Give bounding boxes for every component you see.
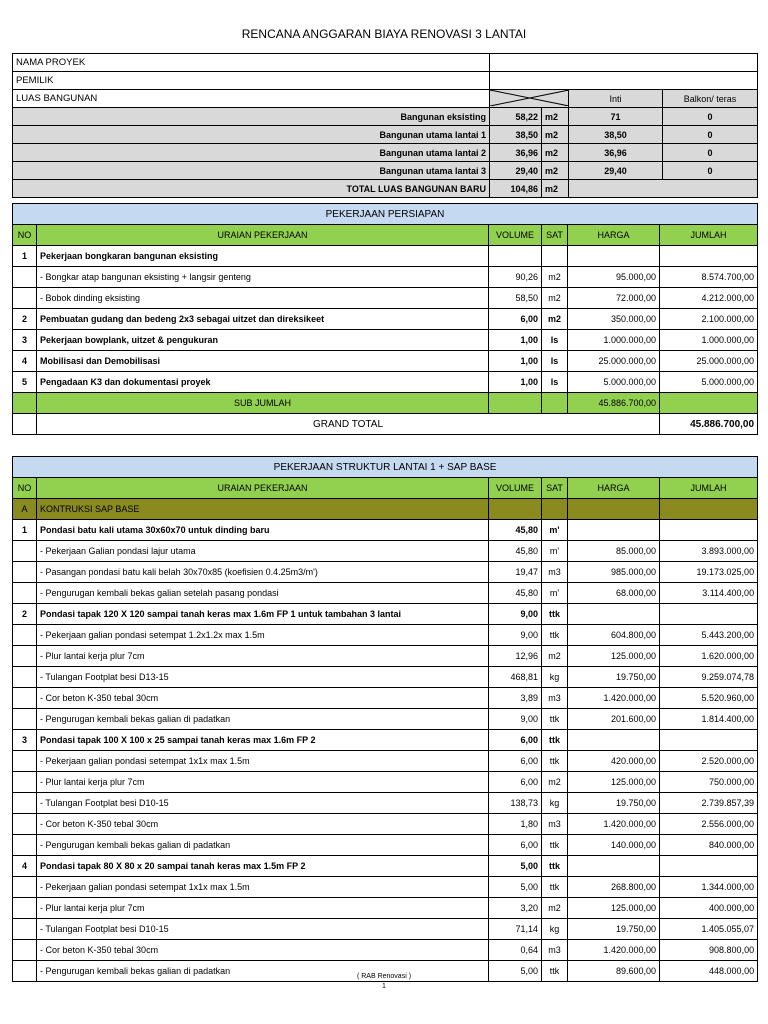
row-jumlah: 9.259.074,78	[660, 667, 758, 688]
row-desc: Pondasi tapak 120 X 120 sampai tanah keras max 1.6m FP 1 untuk tambahan 3 lantai	[37, 604, 489, 625]
sub-empty-jumlah	[660, 393, 758, 414]
row-sat: m3	[542, 940, 568, 961]
row-harga: 1.420.000,00	[568, 688, 660, 709]
col-sat: SAT	[542, 225, 568, 246]
row-sat: ttk	[542, 856, 568, 877]
table-row	[13, 856, 758, 877]
row-jumlah: 448.000,00	[660, 961, 758, 982]
row-desc: - Plur lantai kerja plur 7cm	[37, 646, 489, 667]
page-footer: ( RAB Renovasi )	[356, 973, 412, 980]
table-row	[13, 267, 758, 288]
row-no	[13, 709, 37, 730]
row-volume: 5,00	[489, 961, 542, 982]
row-sat: ttk	[542, 835, 568, 856]
info-row	[13, 126, 758, 144]
info-row-unit: m2	[542, 108, 569, 126]
row-harga: 25.000.000,00	[568, 351, 660, 372]
row-desc: - Pekerjaan galian pondasi setempat 1.2x1.2x max 1.5m	[37, 625, 489, 646]
row-no	[13, 751, 37, 772]
row-harga: 19.750,00	[568, 919, 660, 940]
row-sat: ttk	[542, 961, 568, 982]
row-jumlah: 840.000,00	[660, 835, 758, 856]
total-luas-label: TOTAL LUAS BANGUNAN BARU	[13, 180, 490, 198]
row-harga	[568, 520, 660, 541]
col-uraian: URAIAN PEKERJAAN	[37, 478, 489, 499]
row-jumlah: 4.212.000,00	[660, 288, 758, 309]
col-jumlah: JUMLAH	[660, 225, 758, 246]
sub-empty-no	[13, 393, 37, 414]
row-sat: kg	[542, 793, 568, 814]
info-row-unit: m2	[542, 162, 569, 180]
project-info-table	[12, 53, 757, 198]
table-row	[13, 688, 758, 709]
row-volume: 9,00	[489, 625, 542, 646]
row-no	[13, 877, 37, 898]
row-no	[13, 688, 37, 709]
row-jumlah: 25.000.000,00	[660, 351, 758, 372]
row-volume: 3,20	[489, 898, 542, 919]
table-row	[13, 667, 758, 688]
section-empty	[660, 499, 758, 520]
row-sat: m2	[542, 309, 568, 330]
section-empty	[489, 499, 542, 520]
row-no: 2	[13, 309, 37, 330]
label-nama-proyek: NAMA PROYEK	[13, 54, 490, 72]
row-harga: 5.000.000,00	[568, 372, 660, 393]
info-row-inti: 38,50	[569, 126, 663, 144]
row-no	[13, 772, 37, 793]
value-pemilik	[490, 72, 758, 90]
row-volume: 5,00	[489, 877, 542, 898]
row-no: 4	[13, 856, 37, 877]
row-no	[13, 814, 37, 835]
row-sat: ls	[542, 330, 568, 351]
row-volume: 45,80	[489, 541, 542, 562]
table-row	[13, 646, 758, 667]
row-desc: - Pekerjaan Galian pondasi lajur utama	[37, 541, 489, 562]
row-desc: Pembuatan gudang dan bedeng 2x3 sebagai uitzet dan direksikeet	[37, 309, 489, 330]
row-harga	[568, 856, 660, 877]
total-luas-empty	[569, 180, 758, 198]
row-volume: 45,80	[489, 520, 542, 541]
page-number: 1	[382, 983, 386, 990]
row-sat: m3	[542, 688, 568, 709]
row-jumlah: 1.620.000,00	[660, 646, 758, 667]
struktur-table	[12, 456, 757, 982]
row-volume: 12,96	[489, 646, 542, 667]
row-harga: 1.420.000,00	[568, 814, 660, 835]
col-volume: VOLUME	[489, 478, 542, 499]
row-jumlah	[660, 520, 758, 541]
row-sat: m2	[542, 288, 568, 309]
sub-jumlah-label: SUB JUMLAH	[37, 393, 489, 414]
row-sat: m3	[542, 562, 568, 583]
section-empty	[568, 499, 660, 520]
col-volume: VOLUME	[489, 225, 542, 246]
row-harga: 125.000,00	[568, 646, 660, 667]
info-row-inti: 36,96	[569, 144, 663, 162]
row-harga: 140.000,00	[568, 835, 660, 856]
row-sat: m2	[542, 898, 568, 919]
row-jumlah	[660, 730, 758, 751]
info-row-label: Bangunan utama lantai 2	[13, 144, 490, 162]
info-row	[13, 144, 758, 162]
row-desc: - Pengurugan kembali bekas galian di padatkan	[37, 709, 489, 730]
row-jumlah: 3.893.000,00	[660, 541, 758, 562]
row-desc: - Cor beton K-350 tebal 30cm	[37, 940, 489, 961]
row-jumlah: 2.739.857,39	[660, 793, 758, 814]
document-title: RENCANA ANGGARAN BIAYA RENOVASI 3 LANTAI	[241, 27, 527, 41]
row-no: 3	[13, 330, 37, 351]
label-luas-bangunan: LUAS BANGUNAN	[13, 90, 490, 108]
grand-empty-no	[13, 414, 37, 435]
row-jumlah	[660, 604, 758, 625]
info-row-inti: 71	[569, 108, 663, 126]
row-harga: 125.000,00	[568, 898, 660, 919]
sub-empty-vol	[489, 393, 542, 414]
row-volume: 1,80	[489, 814, 542, 835]
grand-total-value: 45.886.700,00	[660, 414, 758, 435]
total-luas-unit: m2	[542, 180, 569, 198]
row-harga: 95.000,00	[568, 267, 660, 288]
info-row-balkon: 0	[663, 126, 758, 144]
grand-total-label: GRAND TOTAL	[37, 414, 660, 435]
info-row-label: Bangunan utama lantai 3	[13, 162, 490, 180]
row-volume: 58,50	[489, 288, 542, 309]
row-volume: 19,47	[489, 562, 542, 583]
table-row	[13, 562, 758, 583]
row-sat: m'	[542, 541, 568, 562]
row-volume: 90,26	[489, 267, 542, 288]
row-no	[13, 562, 37, 583]
table-row	[13, 520, 758, 541]
crossed-cell	[490, 90, 569, 108]
row-harga: 268.800,00	[568, 877, 660, 898]
row-desc: - Pengurugan kembali bekas galian di padatkan	[37, 835, 489, 856]
row-harga: 19.750,00	[568, 793, 660, 814]
table-row	[13, 246, 758, 267]
row-jumlah: 2.520.000,00	[660, 751, 758, 772]
row-sat: ls	[542, 372, 568, 393]
row-volume: 6,00	[489, 309, 542, 330]
row-harga: 604.800,00	[568, 625, 660, 646]
row-jumlah: 2.100.000,00	[660, 309, 758, 330]
info-row-label: Bangunan utama lantai 1	[13, 126, 490, 144]
row-harga: 72.000,00	[568, 288, 660, 309]
row-desc: Mobilisasi dan Demobilisasi	[37, 351, 489, 372]
row-volume: 71,14	[489, 919, 542, 940]
section-empty	[542, 499, 568, 520]
info-row-value: 29,40	[490, 162, 542, 180]
row-sat: ttk	[542, 877, 568, 898]
row-no: 5	[13, 372, 37, 393]
row-no	[13, 919, 37, 940]
row-desc: - Tulangan Footplat besi D13-15	[37, 667, 489, 688]
row-no	[13, 646, 37, 667]
row-desc: - Pasangan pondasi batu kali belah 30x70x85 (koefisien 0.4.25m3/m')	[37, 562, 489, 583]
row-jumlah: 19.173.025,00	[660, 562, 758, 583]
persiapan-title: PEKERJAAN PERSIAPAN	[13, 204, 758, 225]
table-row	[13, 330, 758, 351]
info-row-unit: m2	[542, 126, 569, 144]
row-no	[13, 583, 37, 604]
row-no: 2	[13, 604, 37, 625]
row-harga: 68.000,00	[568, 583, 660, 604]
row-volume: 45,80	[489, 583, 542, 604]
row-sat: ls	[542, 351, 568, 372]
row-volume: 5,00	[489, 856, 542, 877]
table-row	[13, 709, 758, 730]
row-volume: 3,89	[489, 688, 542, 709]
row-desc: - Plur lantai kerja plur 7cm	[37, 898, 489, 919]
row-harga: 85.000,00	[568, 541, 660, 562]
row-jumlah: 400.000,00	[660, 898, 758, 919]
row-desc: Pondasi batu kali utama 30x60x70 untuk dinding baru	[37, 520, 489, 541]
row-volume: 6,00	[489, 730, 542, 751]
section-label: KONTRUKSI SAP BASE	[37, 499, 489, 520]
row-volume: 9,00	[489, 709, 542, 730]
row-jumlah: 5.520.960,00	[660, 688, 758, 709]
info-row-balkon: 0	[663, 144, 758, 162]
col-no: NO	[13, 225, 37, 246]
info-row-balkon: 0	[663, 162, 758, 180]
row-jumlah: 5.443.200,00	[660, 625, 758, 646]
table-row	[13, 940, 758, 961]
row-sat: m3	[542, 814, 568, 835]
row-harga: 420.000,00	[568, 751, 660, 772]
table-row	[13, 835, 758, 856]
table-row	[13, 604, 758, 625]
table-row	[13, 772, 758, 793]
row-volume: 6,00	[489, 751, 542, 772]
row-sat: kg	[542, 667, 568, 688]
row-desc: - Pengurugan kembali bekas galian di padatkan	[37, 961, 489, 982]
row-jumlah: 1.814.400,00	[660, 709, 758, 730]
table-row	[13, 625, 758, 646]
total-luas-value: 104,86	[490, 180, 542, 198]
col-no: NO	[13, 478, 37, 499]
value-nama-proyek	[490, 54, 758, 72]
info-row-value: 38,50	[490, 126, 542, 144]
info-row	[13, 162, 758, 180]
row-desc: Pekerjaan bowplank, uitzet & pengukuran	[37, 330, 489, 351]
row-no	[13, 667, 37, 688]
row-sat: m'	[542, 583, 568, 604]
info-row-value: 58,22	[490, 108, 542, 126]
row-jumlah: 2.556.000,00	[660, 814, 758, 835]
row-desc: Pengadaan K3 dan dokumentasi proyek	[37, 372, 489, 393]
row-desc: - Cor beton K-350 tebal 30cm	[37, 814, 489, 835]
row-harga	[568, 604, 660, 625]
row-desc: - Tulangan Footplat besi D10-15	[37, 919, 489, 940]
row-jumlah: 750.000,00	[660, 772, 758, 793]
table-row	[13, 288, 758, 309]
row-no	[13, 835, 37, 856]
row-no: 4	[13, 351, 37, 372]
cross-mark	[490, 90, 569, 106]
row-harga: 1.000.000,00	[568, 330, 660, 351]
info-row-balkon: 0	[663, 108, 758, 126]
row-volume: 9,00	[489, 604, 542, 625]
row-sat: ttk	[542, 730, 568, 751]
row-jumlah: 5.000.000,00	[660, 372, 758, 393]
row-no	[13, 625, 37, 646]
row-desc: - Pekerjaan galian pondasi setempat 1x1x max 1.5m	[37, 877, 489, 898]
row-no: 1	[13, 246, 37, 267]
row-desc: - Tulangan Footplat besi D10-15	[37, 793, 489, 814]
row-harga: 19.750,00	[568, 667, 660, 688]
row-jumlah	[660, 856, 758, 877]
row-jumlah: 1.405.055,07	[660, 919, 758, 940]
row-jumlah: 8.574.700,00	[660, 267, 758, 288]
col-harga: HARGA	[568, 225, 660, 246]
row-desc: - Cor beton K-350 tebal 30cm	[37, 688, 489, 709]
table-row	[13, 541, 758, 562]
row-no	[13, 288, 37, 309]
table-row	[13, 919, 758, 940]
info-row-unit: m2	[542, 144, 569, 162]
row-sat: m'	[542, 520, 568, 541]
sub-empty-sat	[542, 393, 568, 414]
table-row	[13, 583, 758, 604]
row-desc: Pekerjaan bongkaran bangunan eksisting	[37, 246, 489, 267]
row-no	[13, 793, 37, 814]
info-row	[13, 108, 758, 126]
row-no	[13, 940, 37, 961]
row-volume: 6,00	[489, 772, 542, 793]
col-sat: SAT	[542, 478, 568, 499]
row-desc: - Bobok dinding eksisting	[37, 288, 489, 309]
row-desc: - Plur lantai kerja plur 7cm	[37, 772, 489, 793]
row-harga	[568, 246, 660, 267]
row-jumlah: 1.344.000,00	[660, 877, 758, 898]
col-harga: HARGA	[568, 478, 660, 499]
row-harga: 125.000,00	[568, 772, 660, 793]
row-harga: 201.600,00	[568, 709, 660, 730]
row-no: 3	[13, 730, 37, 751]
row-harga: 985.000,00	[568, 562, 660, 583]
row-jumlah: 1.000.000,00	[660, 330, 758, 351]
row-sat: m2	[542, 772, 568, 793]
col-balkon-header: Balkon/ teras	[663, 90, 758, 108]
row-volume: 468,81	[489, 667, 542, 688]
row-sat: kg	[542, 919, 568, 940]
info-row-label: Bangunan eksisting	[13, 108, 490, 126]
table-row	[13, 351, 758, 372]
row-no: 1	[13, 520, 37, 541]
table-row	[13, 898, 758, 919]
row-jumlah: 3.114.400,00	[660, 583, 758, 604]
row-volume: 138,73	[489, 793, 542, 814]
table-row	[13, 814, 758, 835]
row-no	[13, 898, 37, 919]
row-desc: - Pekerjaan galian pondasi setempat 1x1x max 1.5m	[37, 751, 489, 772]
row-volume	[489, 246, 542, 267]
row-sat: ttk	[542, 625, 568, 646]
row-harga: 1.420.000,00	[568, 940, 660, 961]
row-jumlah	[660, 246, 758, 267]
persiapan-table	[12, 203, 757, 435]
row-sat: ttk	[542, 604, 568, 625]
col-inti-header: Inti	[569, 90, 663, 108]
table-row	[13, 372, 758, 393]
row-volume: 1,00	[489, 351, 542, 372]
row-volume: 6,00	[489, 835, 542, 856]
row-volume: 0,64	[489, 940, 542, 961]
table-row	[13, 751, 758, 772]
row-harga: 350.000,00	[568, 309, 660, 330]
col-jumlah: JUMLAH	[660, 478, 758, 499]
section-no: A	[13, 499, 37, 520]
row-volume: 1,00	[489, 330, 542, 351]
row-sat: m2	[542, 646, 568, 667]
row-jumlah: 908.800,00	[660, 940, 758, 961]
sub-jumlah-value: 45.886.700,00	[568, 393, 660, 414]
row-no	[13, 267, 37, 288]
row-desc: Pondasi tapak 100 X 100 x 25 sampai tanah keras max 1.6m FP 2	[37, 730, 489, 751]
row-desc: Pondasi tapak 80 X 80 x 20 sampai tanah keras max 1.5m FP 2	[37, 856, 489, 877]
row-harga	[568, 730, 660, 751]
row-sat: ttk	[542, 709, 568, 730]
info-row-inti: 29,40	[569, 162, 663, 180]
row-no	[13, 541, 37, 562]
table-row	[13, 309, 758, 330]
table-row	[13, 730, 758, 751]
label-pemilik: PEMILIK	[13, 72, 490, 90]
col-uraian: URAIAN PEKERJAAN	[37, 225, 489, 246]
row-sat: ttk	[542, 751, 568, 772]
row-volume: 1,00	[489, 372, 542, 393]
row-desc: - Pengurugan kembali bekas galian setelah pasang pondasi	[37, 583, 489, 604]
row-sat	[542, 246, 568, 267]
row-sat: m2	[542, 267, 568, 288]
struktur-title: PEKERJAAN STRUKTUR LANTAI 1 + SAP BASE	[13, 457, 758, 478]
row-harga: 89.600,00	[568, 961, 660, 982]
info-row-value: 36,96	[490, 144, 542, 162]
row-desc: - Bongkar atap bangunan eksisting + langsir genteng	[37, 267, 489, 288]
table-row	[13, 877, 758, 898]
table-row	[13, 793, 758, 814]
